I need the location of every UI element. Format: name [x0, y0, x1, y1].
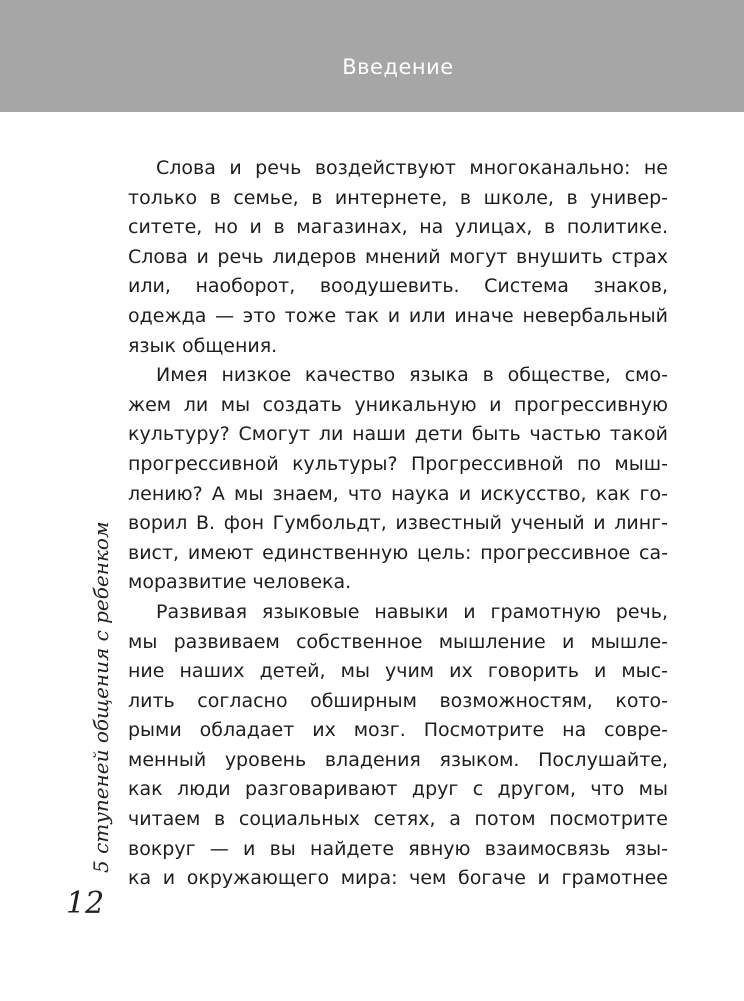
text-line: одежда — это тоже так и или иначе невербальный	[128, 304, 668, 327]
text-line: ка и окружающего мира: чем богаче и грамотнее	[128, 867, 668, 890]
text-line: Слова и речь лидеров мнений могут внушить страх	[128, 245, 668, 268]
text-line: читаем в социальных сетях, а потом посмотрите	[128, 808, 668, 831]
text-line: лить согласно обширным возможностям, кото-	[128, 689, 668, 712]
text-line: Слова и речь воздействуют многоканально: не	[156, 157, 668, 179]
text-line: жем ли мы создать уникальную и прогрессивную	[128, 393, 668, 416]
text-line: вокруг — и вы найдете явную взаимосвязь язы-	[128, 837, 668, 860]
text-line: вист, имеют единственную цель: прогрессивное са-	[128, 541, 668, 564]
text-line: лению? А мы знаем, что наука и искусство, как го-	[128, 482, 668, 505]
text-line: моразвитие человека.	[128, 571, 352, 594]
chapter-title: Введение	[342, 55, 454, 79]
text-line: ние наших детей, мы учим их говорить и мыс-	[128, 660, 668, 683]
text-line: прогрессивной культуры? Прогрессивной по мыш-	[128, 452, 668, 475]
text-line: менный уровень владения языком. Послушайте,	[128, 748, 668, 771]
text-line: мы развиваем собственное мышление и мышле-	[128, 630, 668, 653]
running-book-title: 5 ступеней общения с ребенком	[89, 521, 113, 873]
text-line: язык общения.	[128, 334, 278, 357]
text-line: культуру? Смогут ли наши дети быть частью такой	[128, 423, 668, 446]
text-line: Развивая языковые навыки и грамотную речь,	[156, 600, 668, 623]
text-line: ситете, но и в магазинах, на улицах, в политике.	[128, 216, 668, 239]
body-text	[128, 154, 668, 894]
page-number: 12	[66, 886, 105, 921]
text-line: или, наоборот, воодушевить. Система знаков,	[128, 275, 668, 298]
text-line: рыми обладает их мозг. Посмотрите на совре-	[128, 719, 668, 742]
text-line: ворил В. фон Гумбольдт, известный ученый и линг-	[128, 512, 668, 535]
text-line: только в семье, в интернете, в школе, в универ-	[128, 186, 668, 209]
text-line: Имея низкое качество языка в обществе, смо-	[156, 364, 668, 387]
chapter-header-band	[0, 0, 744, 112]
text-line: как люди разговаривают друг с другом, что мы	[128, 778, 668, 801]
